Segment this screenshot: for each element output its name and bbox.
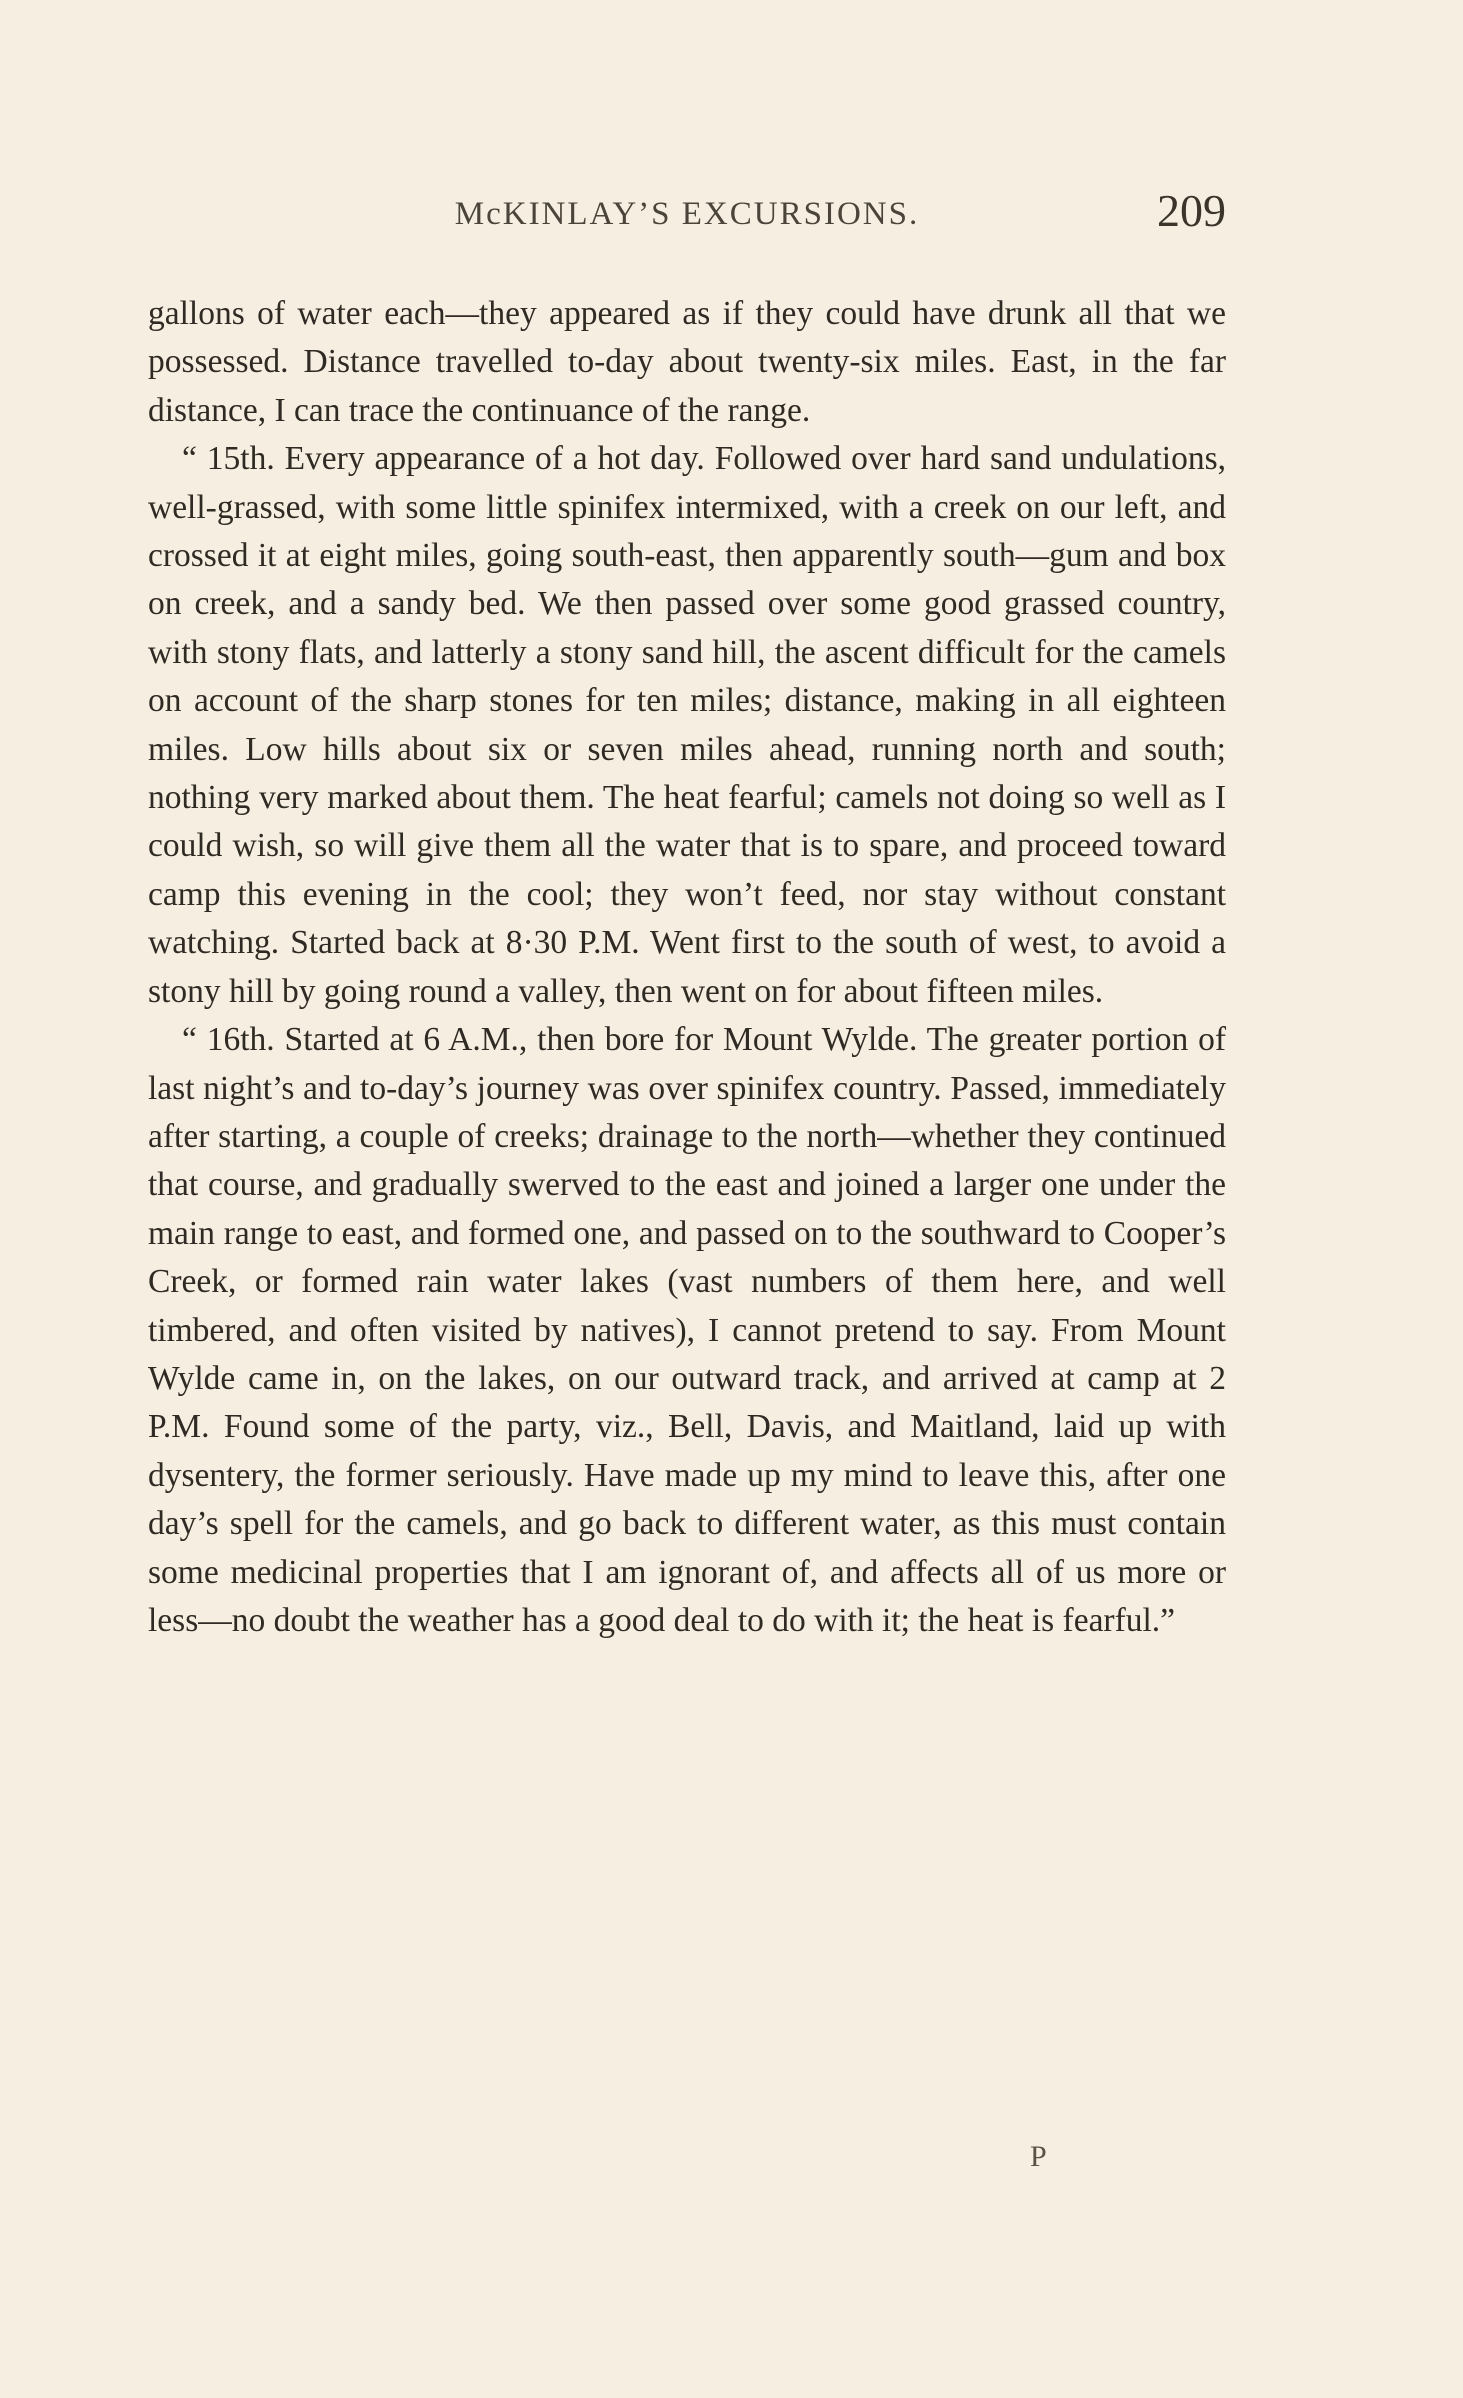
paragraph: “ 15th. Every appearance of a hot day. Followed over hard sand undulations, well-grassed, with some little spinifex intermixed, with a creek on our left, and crossed it at eight miles, going south-east, then apparently south—gum and box on creek, and a sandy bed. We then passed over some good grassed country, with stony flats, and latterly a stony sand hill, the ascent difficult for the camels on account of the sharp stones for ten miles; distance, making in all eighteen miles. Low hills about six or seven miles ahead, running north and south; nothing very marked about them. The heat fearful; camels not doing so well as I could wish, so will give them all the water that is to spare, and proceed toward camp this evening in the cool; they won’t feed, nor stay without constant watching. Started back at 8·30 P.M. Went first to the south of west, to avoid a stony hill by going round a valley, then went on for about fifteen miles. <box>148 440 1226 1010</box>
signature-mark: P <box>1030 2140 1047 2173</box>
paragraph: “ 16th. Started at 6 A.M., then bore for Mount Wylde. The greater portion of last night’s and to-day’s journey was over spinifex country. Passed, immediately after starting, a couple of creeks; drainage to the north—whether they continued that course, and gradually swerved to the east and joined a larger one under the main range to east, and formed one, and passed on to the southward to Cooper’s Creek, or formed rain water lakes (vast numbers of them here, and well timbered, and often visited by natives), I cannot pretend to say. From Mount Wylde came in, on the lakes, on our outward track, and arrived at camp at 2 P.M. Found some of the party, viz., Bell, Davis, and Maitland, laid up with dysentery, the former seriously. Have made up my mind to leave this, after one day’s spell for the camels, and go back to different water, as this must contain some medicinal properties that I am ignorant of, and affects all of us more or less—no doubt the weather has a good deal to do with it; the heat is fearful.” <box>148 1021 1226 1639</box>
running-head: McKINLAY’S EXCURSIONS. <box>454 196 920 232</box>
paragraph: gallons of water each—they appeared as if they could have drunk all that we possessed. Distance travelled to-day about twenty-six miles. East, in the far distance, I can trace the continuance of the range. <box>148 295 1226 429</box>
page-number: 209 <box>1157 185 1226 236</box>
body-text <box>148 290 1226 1645</box>
page-header <box>148 180 1226 252</box>
